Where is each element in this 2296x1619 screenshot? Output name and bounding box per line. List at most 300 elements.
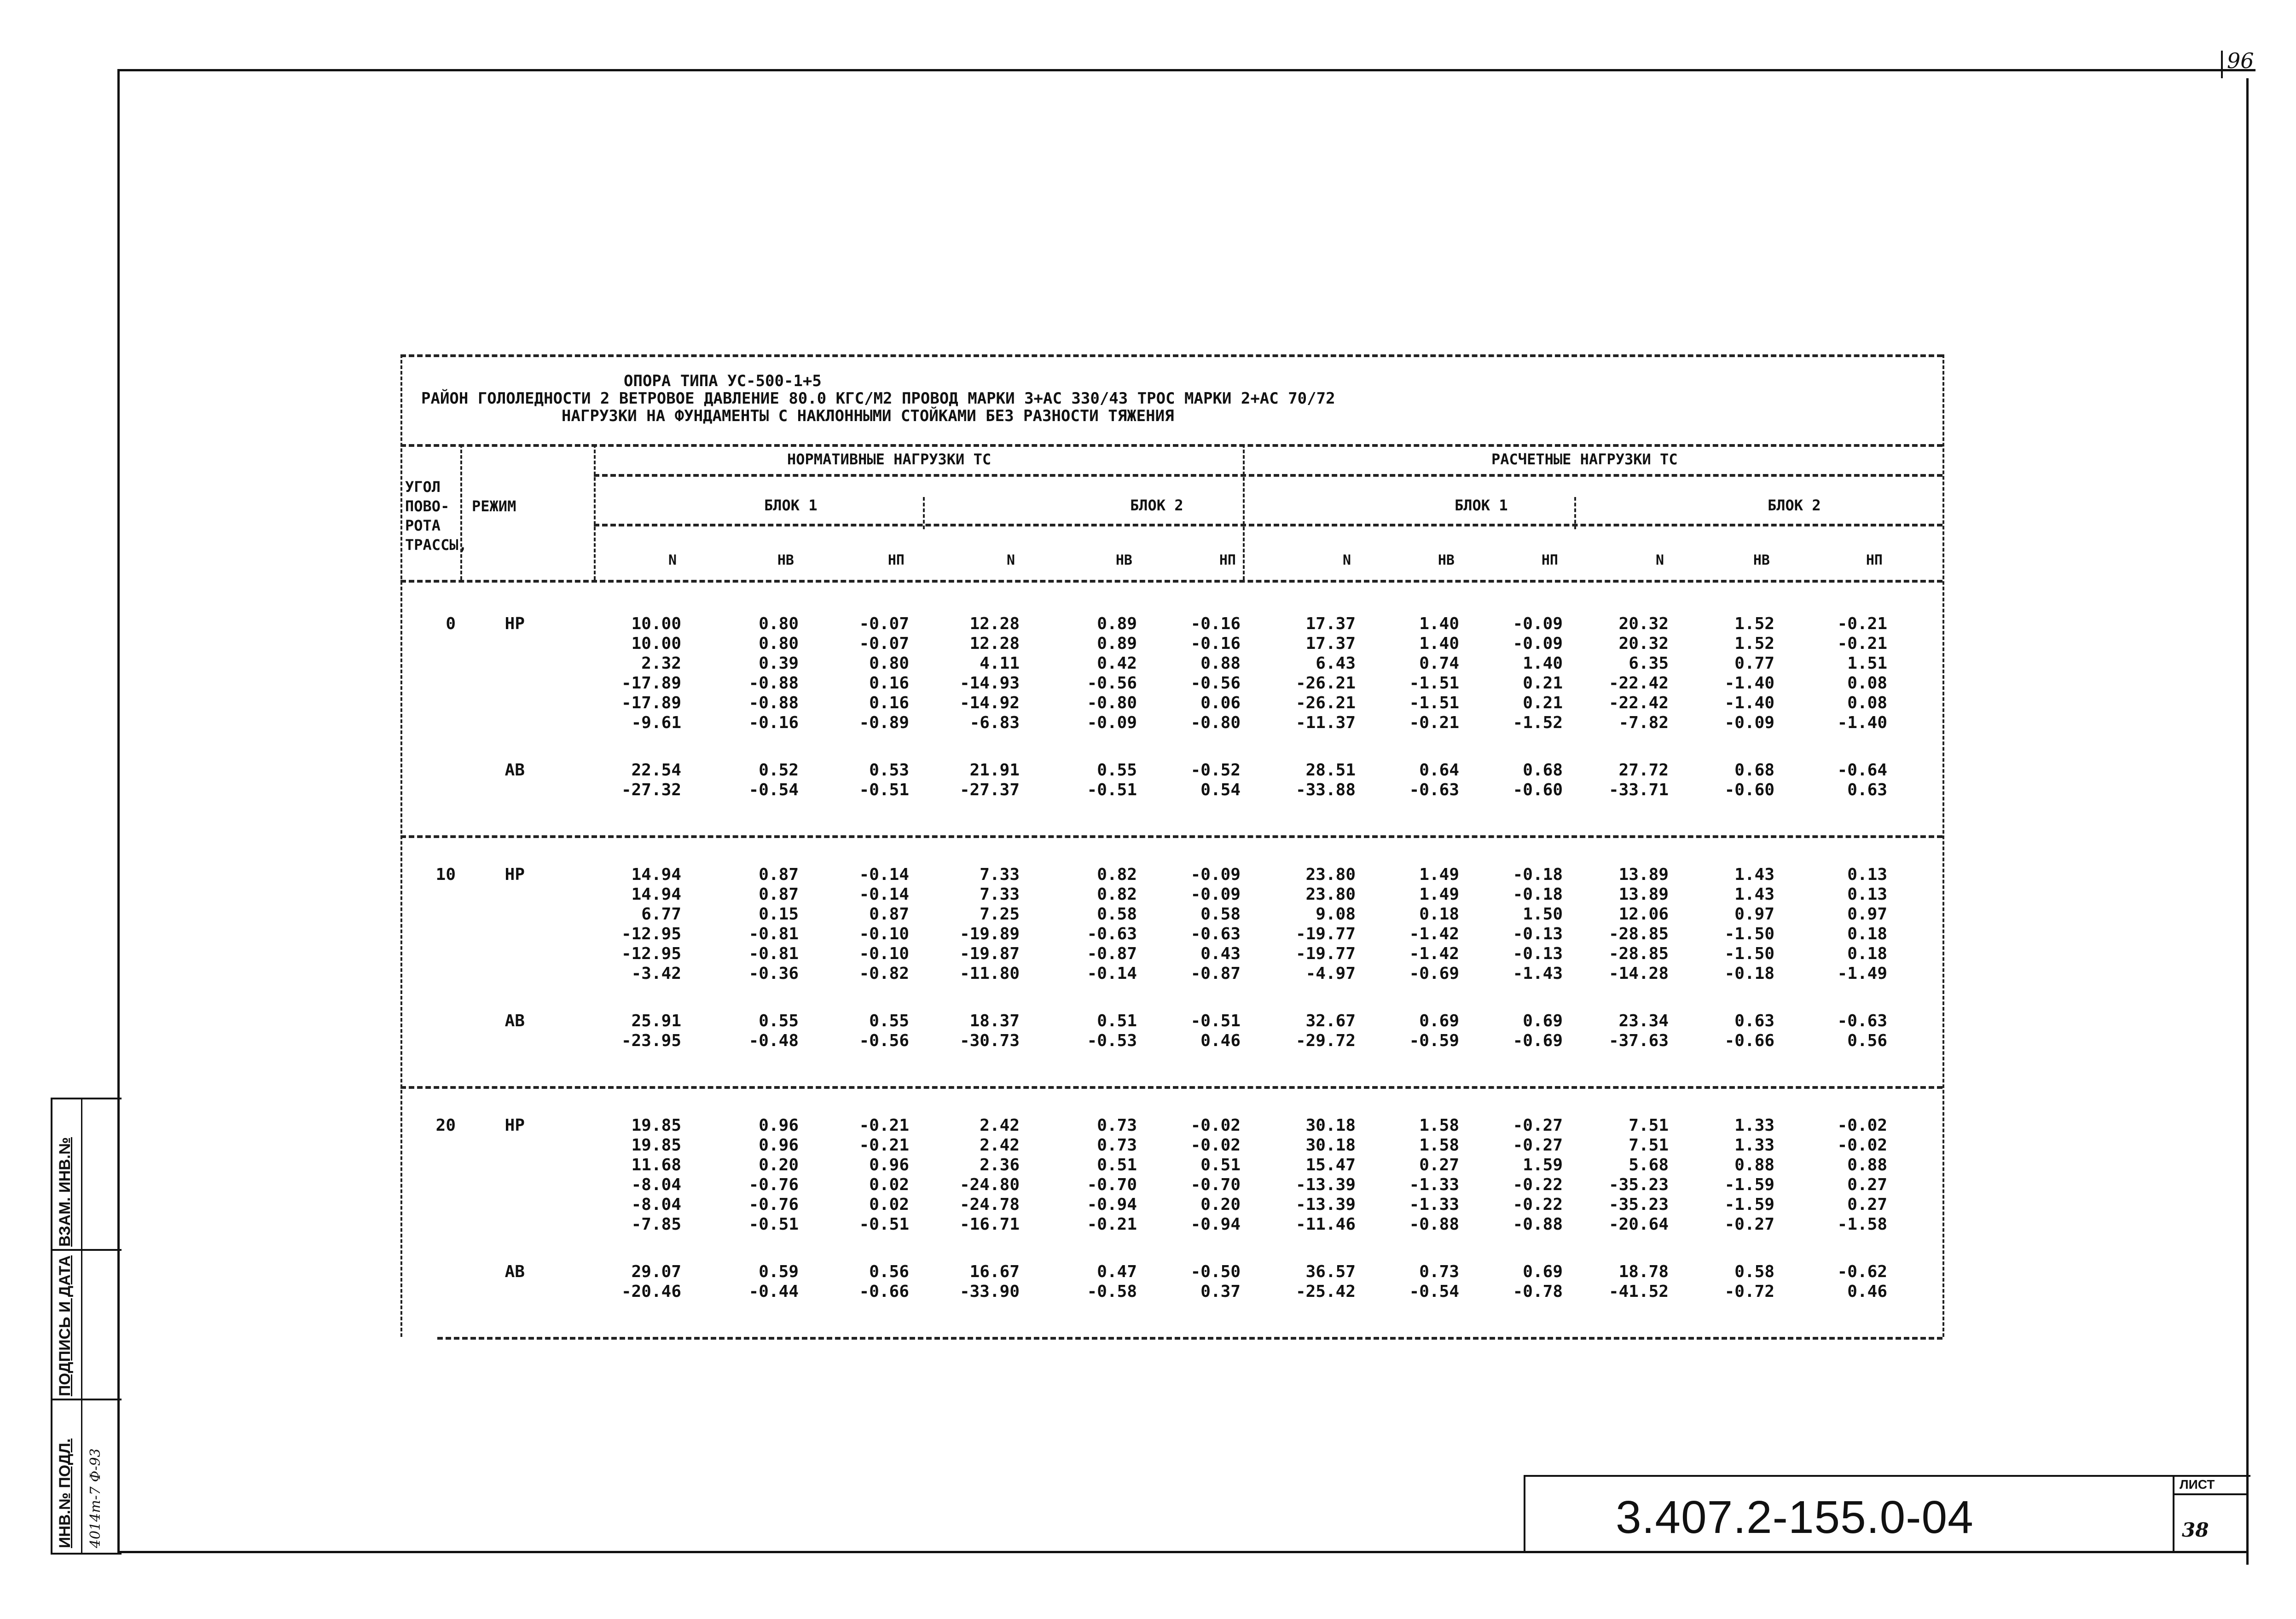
value-cell: 12.06: [1618, 905, 1669, 924]
value-cell: -0.18: [1724, 964, 1774, 983]
value-cell: 7.51: [1629, 1116, 1669, 1135]
value-cell: -0.02: [1837, 1136, 1887, 1155]
value-cell: 19.85: [631, 1116, 681, 1135]
value-cell: -14.93: [959, 674, 1020, 693]
value-cell: 0.51: [1097, 1156, 1137, 1174]
value-cell: -0.54: [1409, 1282, 1459, 1301]
angle-value: 10: [435, 865, 456, 884]
sheet-label: ЛИСТ: [2180, 1477, 2215, 1492]
value-cell: -0.10: [859, 925, 909, 943]
group-header-normative: НОРМАТИВНЫЕ НАГРУЗКИ ТС: [787, 451, 991, 468]
rule-section-2: [400, 1086, 1942, 1089]
value-cell: 36.57: [1305, 1262, 1356, 1282]
value-cell: 17.37: [1305, 614, 1356, 633]
value-cell: -0.56: [859, 1031, 909, 1051]
value-cell: 0.63: [1847, 781, 1887, 800]
value-cell: 1.49: [1419, 865, 1459, 884]
value-cell: 0.73: [1097, 1116, 1137, 1135]
value-cell: 0.27: [1847, 1195, 1887, 1214]
subcolumn-header: N: [668, 552, 677, 568]
value-cell: -14.28: [1608, 964, 1669, 983]
value-cell: -0.88: [1513, 1215, 1563, 1234]
value-cell: -1.49: [1837, 964, 1887, 983]
value-cell: 1.58: [1419, 1136, 1459, 1155]
value-cell: 0.89: [1097, 634, 1137, 653]
value-cell: 18.37: [969, 1012, 1020, 1031]
value-cell: 0.58: [1097, 905, 1137, 924]
value-cell: -0.56: [1087, 674, 1137, 693]
value-cell: 0.46: [1200, 1031, 1241, 1051]
value-cell: -0.51: [859, 1215, 909, 1234]
value-cell: 0.20: [1200, 1195, 1241, 1214]
value-cell: 0.73: [1419, 1262, 1459, 1282]
value-cell: -0.78: [1513, 1282, 1563, 1301]
value-cell: -19.89: [959, 925, 1020, 943]
value-cell: 1.43: [1734, 865, 1774, 884]
value-cell: -0.82: [859, 964, 909, 983]
value-cell: -0.07: [859, 634, 909, 653]
value-cell: -0.09: [1513, 634, 1563, 653]
header-line-conditions: РАЙОН ГОЛОЛЕДНОСТИ 2 ВЕТРОВОЕ ДАВЛЕНИЕ 80.0 КГС/М2 ПРОВОД МАРКИ 3+АС 330/43 ТРОС МАРКИ 2+АС 70/72: [421, 389, 1335, 408]
value-cell: -0.02: [1190, 1116, 1241, 1135]
value-cell: 29.07: [631, 1262, 681, 1282]
value-cell: 0.15: [759, 905, 799, 924]
rule-left: [400, 354, 402, 1337]
value-cell: -0.13: [1513, 925, 1563, 943]
header-line-support-type: ОПОРА ТИПА УС-500-1+5: [624, 372, 822, 390]
value-cell: -3.42: [631, 964, 681, 983]
value-cell: 0.69: [1419, 1012, 1459, 1031]
value-cell: -13.39: [1295, 1175, 1356, 1194]
value-cell: 1.49: [1419, 885, 1459, 904]
rule-calc-block-divider: [1574, 497, 1576, 529]
value-cell: -17.89: [621, 674, 681, 693]
value-cell: -0.14: [1087, 964, 1137, 983]
value-cell: -0.22: [1513, 1195, 1563, 1214]
value-cell: -0.76: [748, 1175, 799, 1194]
value-cell: 9.08: [1316, 905, 1356, 924]
value-cell: 0.13: [1847, 885, 1887, 904]
stamp-inventory-number: 4014m-7 Ф-93: [87, 1448, 104, 1548]
value-cell: -8.04: [631, 1195, 681, 1214]
value-cell: -0.88: [748, 694, 799, 712]
value-cell: 7.33: [980, 885, 1020, 904]
value-cell: -19.77: [1295, 944, 1356, 963]
value-cell: -0.21: [1409, 713, 1459, 732]
value-cell: 12.28: [969, 614, 1020, 633]
value-cell: 0.88: [1847, 1156, 1887, 1174]
value-cell: 0.51: [1200, 1156, 1241, 1174]
value-cell: -22.42: [1608, 674, 1669, 693]
document-code: 3.407.2-155.0-04: [1616, 1492, 1974, 1543]
value-cell: 0.58: [1200, 905, 1241, 924]
value-cell: 0.27: [1847, 1175, 1887, 1194]
value-cell: 16.67: [969, 1262, 1020, 1282]
value-cell: 0.63: [1734, 1012, 1774, 1031]
value-cell: -0.54: [748, 781, 799, 800]
value-cell: 1.33: [1734, 1116, 1774, 1135]
value-cell: 25.91: [631, 1012, 681, 1031]
value-cell: -0.51: [1190, 1012, 1241, 1031]
value-cell: -0.59: [1409, 1031, 1459, 1051]
col-header-mode: РЕЖИМ: [472, 497, 516, 515]
value-cell: -0.21: [1837, 614, 1887, 633]
value-cell: 30.18: [1305, 1136, 1356, 1155]
value-cell: -0.58: [1087, 1282, 1137, 1301]
angle-value: 20: [435, 1116, 456, 1135]
subcolumn-header: N: [1655, 552, 1664, 568]
value-cell: -22.42: [1608, 694, 1669, 712]
rule-bottom: [437, 1337, 1942, 1340]
load-table: [400, 350, 1952, 1339]
value-cell: 0.43: [1200, 944, 1241, 963]
value-cell: -33.88: [1295, 781, 1356, 800]
value-cell: -25.42: [1295, 1282, 1356, 1301]
value-cell: 0.16: [869, 694, 909, 712]
mode-value: АВ: [504, 1012, 525, 1031]
value-cell: -0.27: [1724, 1215, 1774, 1234]
value-cell: -0.09: [1190, 885, 1241, 904]
value-cell: -1.43: [1513, 964, 1563, 983]
value-cell: 0.20: [759, 1156, 799, 1174]
subcolumn-header: НП: [887, 552, 904, 568]
value-cell: 2.42: [980, 1136, 1020, 1155]
value-cell: 2.42: [980, 1116, 1020, 1135]
value-cell: 23.80: [1305, 865, 1356, 884]
value-cell: 0.77: [1734, 654, 1774, 673]
value-cell: 0.58: [1734, 1262, 1774, 1282]
value-cell: -1.52: [1513, 713, 1563, 732]
value-cell: 0.96: [759, 1136, 799, 1155]
value-cell: 0.56: [1847, 1031, 1887, 1051]
value-cell: 0.87: [759, 885, 799, 904]
mode-value: НР: [504, 1116, 525, 1135]
value-cell: -0.22: [1513, 1175, 1563, 1194]
value-cell: -1.42: [1409, 925, 1459, 943]
value-cell: 0.53: [869, 761, 909, 780]
block-header-norm-1: БЛОК 1: [764, 497, 818, 514]
rule-group-divider: [1243, 444, 1245, 580]
value-cell: 0.73: [1097, 1136, 1137, 1155]
value-cell: -30.73: [959, 1031, 1020, 1051]
value-cell: -0.09: [1190, 865, 1241, 884]
rule-top: [400, 354, 1942, 357]
value-cell: -1.40: [1724, 674, 1774, 693]
value-cell: -1.40: [1724, 694, 1774, 712]
angle-value: 0: [446, 614, 456, 633]
value-cell: 1.58: [1419, 1116, 1459, 1135]
rule-angle-col: [460, 444, 462, 580]
value-cell: 12.28: [969, 634, 1020, 653]
value-cell: -0.10: [859, 944, 909, 963]
mode-value: АВ: [504, 761, 525, 780]
value-cell: 1.33: [1734, 1136, 1774, 1155]
value-cell: 0.47: [1097, 1262, 1137, 1282]
sheet-box-divider: [2173, 1493, 2246, 1495]
value-cell: -0.09: [1513, 614, 1563, 633]
value-cell: -7.85: [631, 1215, 681, 1234]
value-cell: 0.88: [1734, 1156, 1774, 1174]
value-cell: -0.53: [1087, 1031, 1137, 1051]
value-cell: 0.54: [1200, 781, 1241, 800]
value-cell: 10.00: [631, 614, 681, 633]
subcolumn-header: N: [1342, 552, 1351, 568]
value-cell: -0.51: [1087, 781, 1137, 800]
value-cell: 0.69: [1523, 1262, 1563, 1282]
value-cell: -1.58: [1837, 1215, 1887, 1234]
value-cell: 0.55: [1097, 761, 1137, 780]
value-cell: 0.18: [1847, 944, 1887, 963]
value-cell: -26.21: [1295, 674, 1356, 693]
corner-divider: [2221, 51, 2223, 78]
value-cell: -0.60: [1513, 781, 1563, 800]
value-cell: -0.63: [1409, 781, 1459, 800]
value-cell: 1.51: [1847, 654, 1887, 673]
value-cell: 23.34: [1618, 1012, 1669, 1031]
value-cell: 0.08: [1847, 694, 1887, 712]
value-cell: -0.66: [859, 1282, 909, 1301]
value-cell: -0.88: [748, 674, 799, 693]
value-cell: -0.81: [748, 925, 799, 943]
value-cell: 2.36: [980, 1156, 1020, 1174]
value-cell: -0.70: [1190, 1175, 1241, 1194]
value-cell: 0.82: [1097, 865, 1137, 884]
value-cell: -8.04: [631, 1175, 681, 1194]
value-cell: -28.85: [1608, 944, 1669, 963]
value-cell: 13.89: [1618, 865, 1669, 884]
value-cell: -0.72: [1724, 1282, 1774, 1301]
value-cell: 6.35: [1629, 654, 1669, 673]
value-cell: 0.39: [759, 654, 799, 673]
block-header-norm-2: БЛОК 2: [1130, 497, 1183, 514]
value-cell: -0.44: [748, 1282, 799, 1301]
value-cell: 11.68: [631, 1156, 681, 1174]
value-cell: -0.52: [1190, 761, 1241, 780]
value-cell: -0.51: [859, 781, 909, 800]
value-cell: 7.25: [980, 905, 1020, 924]
value-cell: -24.80: [959, 1175, 1020, 1194]
value-cell: 1.40: [1419, 634, 1459, 653]
value-cell: -0.69: [1409, 964, 1459, 983]
value-cell: 0.18: [1419, 905, 1459, 924]
value-cell: 0.37: [1200, 1282, 1241, 1301]
value-cell: -0.16: [1190, 614, 1241, 633]
side-stamp-separator: [52, 1399, 122, 1400]
value-cell: -1.59: [1724, 1195, 1774, 1214]
value-cell: 30.18: [1305, 1116, 1356, 1135]
value-cell: 0.89: [1097, 614, 1137, 633]
subcolumn-header: НП: [1541, 552, 1558, 568]
value-cell: -0.80: [1087, 694, 1137, 712]
value-cell: 0.18: [1847, 925, 1887, 943]
value-cell: -16.71: [959, 1215, 1020, 1234]
value-cell: -0.09: [1087, 713, 1137, 732]
stamp-label-signature-date: ПОДПИСЬ И ДАТА: [56, 1255, 74, 1396]
block-header-calc-2: БЛОК 2: [1768, 497, 1821, 514]
rule-below-block-header: [594, 524, 1942, 526]
stamp-label-orig-inv: ИНВ.№ ПОДЛ.: [56, 1438, 74, 1548]
value-cell: -0.51: [748, 1215, 799, 1234]
value-cell: 0.21: [1523, 694, 1563, 712]
value-cell: -0.80: [1190, 713, 1241, 732]
subcolumn-header: НВ: [777, 552, 794, 568]
value-cell: 0.80: [869, 654, 909, 673]
value-cell: -9.61: [631, 713, 681, 732]
subcolumn-header: N: [1006, 552, 1015, 568]
value-cell: -0.76: [748, 1195, 799, 1214]
value-cell: -0.07: [859, 614, 909, 633]
value-cell: -29.72: [1295, 1031, 1356, 1051]
value-cell: -0.18: [1513, 885, 1563, 904]
value-cell: 1.52: [1734, 634, 1774, 653]
value-cell: -0.14: [859, 885, 909, 904]
subcolumn-header: НП: [1219, 552, 1236, 568]
subcolumn-header: НВ: [1115, 552, 1132, 568]
stamp-label-replaced-inv: ВЗАМ. ИНВ.№: [56, 1137, 74, 1247]
value-cell: 7.51: [1629, 1136, 1669, 1155]
value-cell: -0.21: [859, 1136, 909, 1155]
value-cell: 0.55: [869, 1012, 909, 1031]
block-header-calc-1: БЛОК 1: [1455, 497, 1508, 514]
value-cell: -37.63: [1608, 1031, 1669, 1051]
value-cell: -0.50: [1190, 1262, 1241, 1282]
value-cell: 0.64: [1419, 761, 1459, 780]
value-cell: -0.89: [859, 713, 909, 732]
sheet-number: 38: [2182, 1519, 2209, 1541]
value-cell: -33.71: [1608, 781, 1669, 800]
value-cell: 0.97: [1734, 905, 1774, 924]
col-header-angle-1: УГОЛ: [405, 478, 441, 496]
value-cell: -1.42: [1409, 944, 1459, 963]
value-cell: 22.54: [631, 761, 681, 780]
value-cell: -0.13: [1513, 944, 1563, 963]
value-cell: 1.52: [1734, 614, 1774, 633]
value-cell: 0.68: [1734, 761, 1774, 780]
value-cell: 4.11: [980, 654, 1020, 673]
side-stamp-divider: [81, 1099, 82, 1553]
frame-right-border: [2246, 78, 2249, 1565]
value-cell: 23.80: [1305, 885, 1356, 904]
value-cell: 0.51: [1097, 1012, 1137, 1031]
value-cell: -0.63: [1087, 925, 1137, 943]
value-cell: -0.94: [1190, 1215, 1241, 1234]
value-cell: -0.36: [748, 964, 799, 983]
value-cell: 0.59: [759, 1262, 799, 1282]
value-cell: 0.56: [869, 1262, 909, 1282]
value-cell: -4.97: [1305, 964, 1356, 983]
value-cell: 0.74: [1419, 654, 1459, 673]
value-cell: 0.96: [759, 1116, 799, 1135]
value-cell: -1.33: [1409, 1195, 1459, 1214]
value-cell: -1.40: [1837, 713, 1887, 732]
value-cell: -0.27: [1513, 1116, 1563, 1135]
value-cell: -0.62: [1837, 1262, 1887, 1282]
value-cell: 1.59: [1523, 1156, 1563, 1174]
rule-right: [1942, 354, 1944, 1337]
value-cell: -11.80: [959, 964, 1020, 983]
value-cell: 2.32: [641, 654, 681, 673]
value-cell: 13.89: [1618, 885, 1669, 904]
value-cell: -0.16: [1190, 634, 1241, 653]
value-cell: -0.21: [1087, 1215, 1137, 1234]
rule-norm-block-divider: [923, 497, 925, 529]
value-cell: -19.87: [959, 944, 1020, 963]
value-cell: -0.14: [859, 865, 909, 884]
value-cell: -17.89: [621, 694, 681, 712]
value-cell: 14.94: [631, 885, 681, 904]
value-cell: 0.80: [759, 614, 799, 633]
value-cell: 5.68: [1629, 1156, 1669, 1174]
value-cell: -7.82: [1618, 713, 1669, 732]
value-cell: 1.40: [1523, 654, 1563, 673]
value-cell: 0.46: [1847, 1282, 1887, 1301]
value-cell: -0.21: [859, 1116, 909, 1135]
rule-below-subheads: [400, 580, 1942, 583]
value-cell: -0.18: [1513, 865, 1563, 884]
value-cell: -0.69: [1513, 1031, 1563, 1051]
col-header-angle-3: РОТА: [405, 517, 441, 534]
value-cell: -12.95: [621, 944, 681, 963]
value-cell: 0.87: [869, 905, 909, 924]
subcolumn-header: НВ: [1438, 552, 1455, 568]
rule-section-1: [400, 835, 1942, 838]
value-cell: -0.94: [1087, 1195, 1137, 1214]
value-cell: 14.94: [631, 865, 681, 884]
value-cell: -24.78: [959, 1195, 1020, 1214]
value-cell: -1.51: [1409, 694, 1459, 712]
value-cell: 0.97: [1847, 905, 1887, 924]
value-cell: -0.87: [1190, 964, 1241, 983]
value-cell: -0.02: [1837, 1116, 1887, 1135]
value-cell: -0.66: [1724, 1031, 1774, 1051]
mode-value: АВ: [504, 1262, 525, 1282]
value-cell: 10.00: [631, 634, 681, 653]
value-cell: 19.85: [631, 1136, 681, 1155]
value-cell: -0.60: [1724, 781, 1774, 800]
value-cell: -1.50: [1724, 944, 1774, 963]
value-cell: 0.08: [1847, 674, 1887, 693]
value-cell: 15.47: [1305, 1156, 1356, 1174]
value-cell: 0.96: [869, 1156, 909, 1174]
value-cell: -11.37: [1295, 713, 1356, 732]
value-cell: 0.87: [759, 865, 799, 884]
value-cell: 7.33: [980, 865, 1020, 884]
value-cell: -0.27: [1513, 1136, 1563, 1155]
value-cell: -35.23: [1608, 1175, 1669, 1194]
value-cell: -19.77: [1295, 925, 1356, 943]
corner-number: 96: [2227, 48, 2254, 73]
value-cell: 0.21: [1523, 674, 1563, 693]
value-cell: -0.63: [1837, 1012, 1887, 1031]
value-cell: 0.02: [869, 1195, 909, 1214]
value-cell: 0.88: [1200, 654, 1241, 673]
value-cell: -1.59: [1724, 1175, 1774, 1194]
value-cell: 1.50: [1523, 905, 1563, 924]
value-cell: 20.32: [1618, 614, 1669, 633]
value-cell: 27.72: [1618, 761, 1669, 780]
value-cell: 32.67: [1305, 1012, 1356, 1031]
value-cell: -6.83: [969, 713, 1020, 732]
value-cell: -20.46: [621, 1282, 681, 1301]
subcolumn-header: НВ: [1753, 552, 1770, 568]
value-cell: 0.42: [1097, 654, 1137, 673]
value-cell: -0.09: [1724, 713, 1774, 732]
value-cell: 0.13: [1847, 865, 1887, 884]
value-cell: -28.85: [1608, 925, 1669, 943]
value-cell: -35.23: [1608, 1195, 1669, 1214]
col-header-angle-4: ТРАССЫ,: [405, 536, 467, 554]
col-header-angle-2: ПОВО-: [405, 497, 450, 515]
